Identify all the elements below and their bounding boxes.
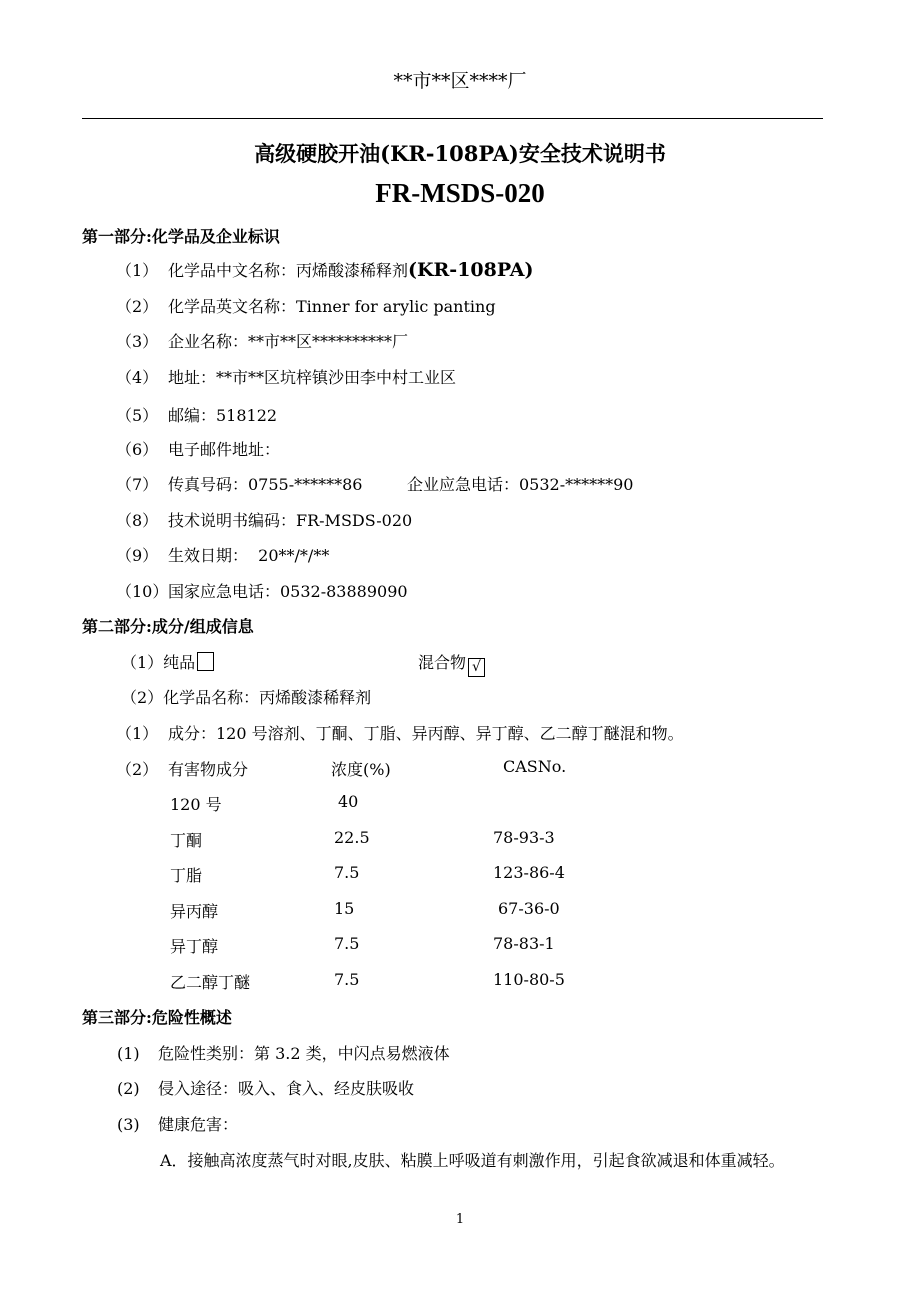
part1-item-5	[116, 403, 277, 426]
part3-item-2	[117, 1076, 414, 1099]
page-number: 1	[455, 1212, 465, 1227]
item-number: （7）	[116, 475, 159, 494]
pure-checkbox	[197, 652, 214, 671]
item-text: 企业名称：**市**区**********厂	[168, 332, 409, 351]
table-cell-component: 异丁醇	[170, 937, 219, 956]
table-cell-concentration: 15	[334, 899, 355, 918]
table-cell-component: 120 号	[170, 795, 222, 814]
item-number: （8）	[116, 511, 159, 530]
part1-item-1	[116, 258, 534, 281]
pure-label: （1）纯品	[121, 653, 196, 672]
table-cell-component: 丁酮	[170, 831, 203, 850]
table-cell-concentration: 40	[338, 792, 359, 811]
item-text: 传真号码：0755-******86	[168, 475, 363, 494]
table-cell-casno: 123-86-4	[493, 863, 565, 882]
table-cell-concentration: 7.5	[334, 934, 360, 953]
item-text: 成分：120 号溶剂、丁酮、丁脂、异丙醇、异丁醇、乙二醇丁醚混和物。	[168, 724, 684, 743]
mixture-option	[418, 650, 485, 677]
mixture-checkbox-checked: √	[468, 658, 485, 677]
part3-item-1	[117, 1041, 450, 1064]
section-heading-part2: 第二部分:成分/组成信息	[82, 617, 254, 636]
part1-item-2	[116, 294, 496, 317]
item-text: 国家应急电话：0532-83889090	[168, 582, 408, 601]
table-cell-concentration: 22.5	[334, 828, 370, 847]
table-cell-casno: 78-93-3	[493, 828, 555, 847]
section-heading-part3: 第三部分:危险性概述	[82, 1008, 232, 1027]
table-header-concentration: 浓度(%)	[331, 760, 391, 779]
item-number: (1)	[117, 1044, 140, 1063]
item-number: （6）	[116, 440, 159, 459]
item-text: 侵入途径：吸入、食入、经皮肤吸收	[158, 1079, 415, 1098]
item-text: 邮编：518122	[168, 406, 278, 425]
document-title: 高级硬胶开油(KR-108PA)安全技术说明书	[254, 141, 666, 166]
document-code: FR-MSDS-020	[375, 178, 545, 208]
pure-substance-option	[121, 650, 214, 673]
item-text: 电子邮件地址：	[168, 440, 281, 459]
item-number: （2）	[116, 297, 159, 316]
item-text: 技术说明书编码：FR-MSDS-020	[168, 511, 413, 530]
section-heading-part1: 第一部分:化学品及企业标识	[82, 227, 280, 246]
item-number: （1）	[116, 724, 159, 743]
product-code: (KR-108PA)	[408, 259, 534, 281]
emergency-phone-company: 企业应急电话：0532-******90	[407, 475, 634, 494]
item-text: 地址：**市**区坑梓镇沙田李中村工业区	[168, 368, 457, 387]
item-number: （1）	[116, 261, 159, 280]
part3-item-3	[117, 1112, 238, 1135]
composition-line	[116, 721, 684, 744]
mixture-label: 混合物	[418, 653, 467, 672]
chemical-name-line: （2）化学品名称：丙烯酸漆稀释剂	[121, 688, 372, 707]
header-divider	[82, 118, 823, 119]
item-text: 化学品中文名称：丙烯酸漆稀释剂	[168, 261, 409, 280]
part1-item-4	[116, 365, 456, 388]
table-cell-concentration: 7.5	[334, 863, 360, 882]
item-text: 危险性类别：第 3.2 类，中闪点易燃液体	[158, 1044, 450, 1063]
item-number: (2)	[117, 1079, 140, 1098]
item-number: (3)	[117, 1115, 140, 1134]
item-number: （9）	[116, 546, 159, 565]
part1-item-7	[116, 472, 363, 495]
part1-item-9	[116, 543, 329, 566]
part1-item-10	[116, 579, 408, 602]
item-text: 健康危害：	[158, 1115, 239, 1134]
table-cell-component: 乙二醇丁醚	[170, 973, 251, 992]
health-hazard-a: A．接触高浓度蒸气时对眼,皮肤、粘膜上呼吸道有刺激作用，引起食欲减退和体重减轻。	[160, 1151, 785, 1170]
part1-item-3	[116, 329, 408, 352]
table-cell-concentration: 7.5	[334, 970, 360, 989]
table-cell-component: 异丙醇	[170, 902, 219, 921]
table-header-component: 有害物成分	[168, 760, 249, 779]
item-text: 化学品英文名称：Tinner for arylic panting	[168, 297, 496, 316]
table-intro-number: （2）	[116, 760, 159, 779]
part1-item-8	[116, 508, 412, 531]
item-number: （10）	[116, 582, 169, 601]
item-number: （5）	[116, 406, 159, 425]
item-number: （3）	[116, 332, 159, 351]
item-number: （4）	[116, 368, 159, 387]
part1-item-6	[116, 437, 280, 460]
page-header-company: **市**区****厂	[393, 70, 527, 92]
table-cell-casno: 67-36-0	[498, 899, 560, 918]
table-cell-casno: 78-83-1	[493, 934, 555, 953]
table-cell-casno: 110-80-5	[493, 970, 565, 989]
table-header-casno: CASNo.	[503, 757, 567, 776]
table-cell-component: 丁脂	[170, 866, 203, 885]
item-text: 生效日期： 20**/*/**	[168, 546, 330, 565]
